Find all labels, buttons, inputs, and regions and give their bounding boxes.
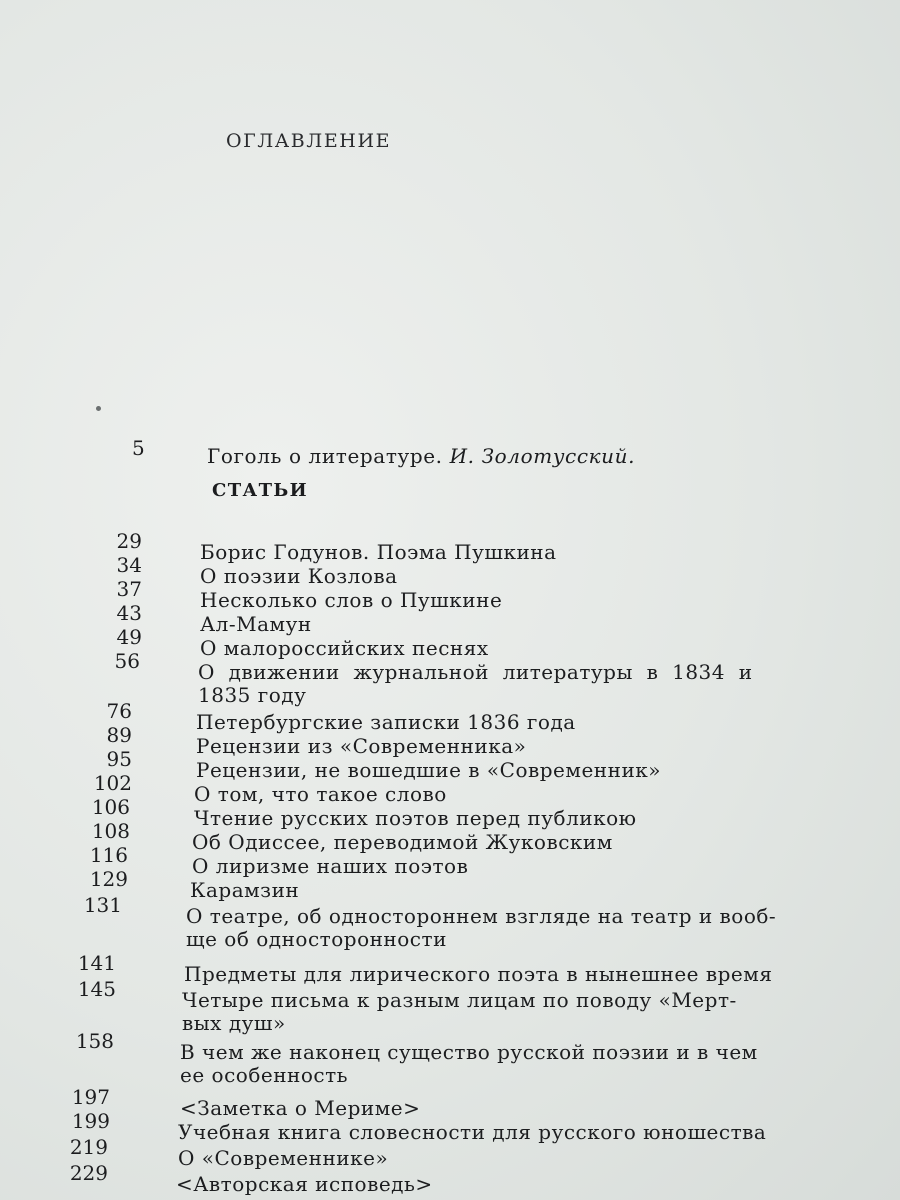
entry-title: <Авторская исповедь>: [176, 1172, 433, 1196]
entry-page-number: 158: [75, 1029, 114, 1053]
entry-page-number: 197: [71, 1085, 110, 1109]
entry-page-number: 145: [77, 977, 116, 1001]
entry-page-number: 49: [116, 625, 142, 649]
entry-title: Об Одиссее, переводимой Жуковским: [192, 830, 613, 854]
entry-page-number: 34: [116, 553, 142, 577]
entry-title-continuation: вых душ»: [182, 1011, 286, 1035]
entry-title: Карамзин: [190, 878, 300, 902]
entry-title-continuation: 1835 году: [198, 683, 307, 707]
entry-page-number: 43: [116, 601, 142, 625]
entry-page-number: 29: [116, 529, 142, 553]
intro-title: Гоголь о литературе.: [207, 444, 443, 468]
entry-title: Несколько слов о Пушкине: [200, 588, 503, 612]
entry-title: Рецензии, не вошедшие в «Современник»: [196, 758, 662, 782]
contents-heading: ОГЛАВЛЕНИЕ: [226, 130, 392, 152]
entry-title: О поэзии Козлова: [200, 564, 398, 588]
entry-page-number: 229: [69, 1161, 108, 1185]
entry-page-number: 141: [77, 951, 116, 975]
entry-page-number: 76: [106, 699, 132, 723]
entry-page-number: 56: [114, 649, 140, 673]
entry-title: Чтение русских поэтов перед публикою: [194, 806, 637, 830]
entry-title: Четыре письма к разным лицам по поводу «Мерт-: [182, 988, 737, 1012]
entry-title: О лиризме наших поэтов: [192, 854, 469, 878]
entry-title: О малороссийских песнях: [200, 636, 489, 660]
section-heading-articles: СТАТЬИ: [212, 480, 309, 501]
entry-title-continuation: ее особенность: [180, 1063, 349, 1087]
entry-page-number: 131: [83, 893, 122, 917]
entry-title: В чем же наконец существо русской поэзии и в чем: [180, 1040, 758, 1064]
entry-page-number: 37: [116, 577, 142, 601]
entry-page-number: 199: [71, 1109, 110, 1133]
entry-page-number: 129: [89, 867, 128, 891]
entry-page-number: 102: [93, 771, 132, 795]
entry-title: Предметы для лирического поэта в нынешнее время: [184, 962, 773, 986]
entry-page-number: 89: [106, 723, 132, 747]
intro-page-number: 5: [132, 436, 145, 460]
entry-title: О «Современнике»: [178, 1146, 389, 1170]
entry-title: Ал-Мамун: [200, 612, 312, 636]
intro-author: И. Золотусский.: [449, 444, 636, 468]
entry-page-number: 219: [69, 1135, 108, 1159]
entry-title: Петербургские записки 1836 года: [196, 710, 576, 734]
entry-page-number: 95: [106, 747, 132, 771]
entry-title: Рецензии из «Современника»: [196, 734, 527, 758]
entry-title-continuation: ще об односторонности: [186, 927, 447, 951]
entry-title: О движении журнальной литературы в 1834 и: [198, 660, 753, 684]
entry-title: Учебная книга словесности для русского юношества: [178, 1120, 767, 1144]
entry-title: <Заметка о Мериме>: [180, 1096, 421, 1120]
entry-page-number: 116: [89, 843, 128, 867]
entry-page-number: 108: [91, 819, 130, 843]
entry-title: О том, что такое слово: [194, 782, 447, 806]
entry-title: Борис Годунов. Поэма Пушкина: [200, 540, 557, 564]
entry-page-number: 106: [91, 795, 130, 819]
entry-title: О театре, об одностороннем взгляде на театр и вооб-: [186, 904, 777, 928]
